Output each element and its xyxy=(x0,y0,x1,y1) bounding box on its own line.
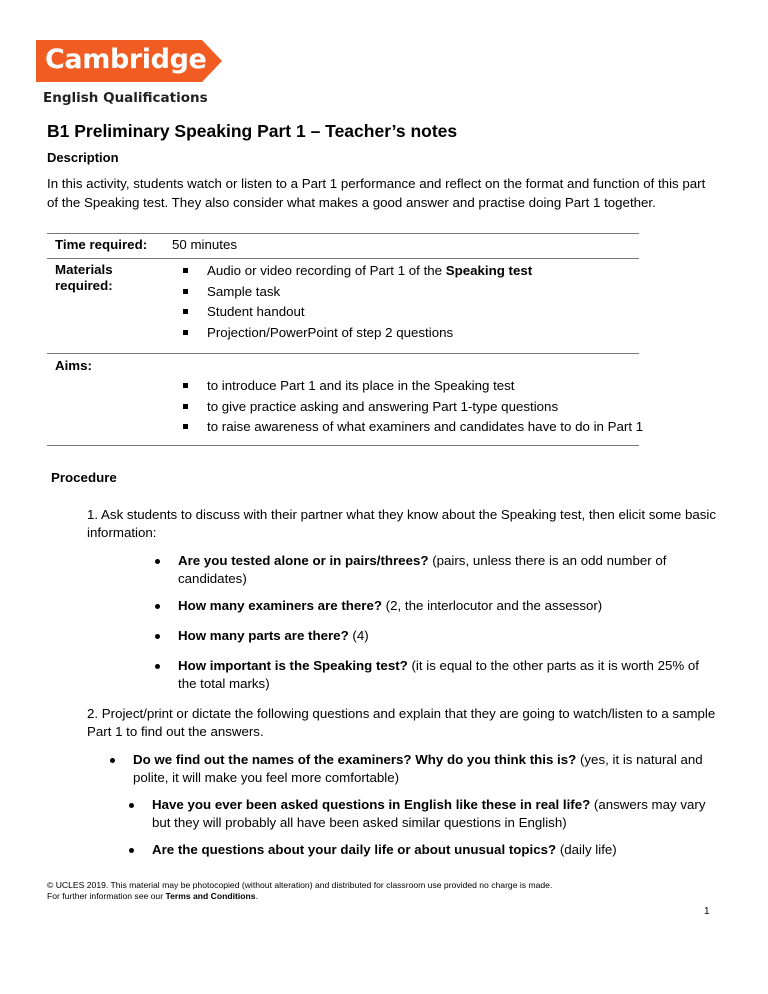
list-item: How many examiners are there? (2, the interlocutor and the assessor) xyxy=(178,597,718,615)
table-rule xyxy=(47,258,639,259)
list-item: How important is the Speaking test? (it is equal to the other parts as it is worth 25% of the total marks) xyxy=(178,657,718,693)
list-item: Projection/PowerPoint of step 2 questions xyxy=(167,323,532,344)
step-1-text: 1. Ask students to discuss with their partner what they know about the Speaking test, then elicit some basic information: xyxy=(87,507,716,540)
terms-link[interactable]: Terms and Conditions xyxy=(165,891,256,901)
footer xyxy=(47,880,552,902)
step-2-text: 2. Project/print or dictate the following questions and explain that they are going to watch/listen to a sample Part 1 to find out the answers. xyxy=(87,706,716,739)
list-item: to introduce Part 1 and its place in the Speaking test xyxy=(167,376,645,397)
list-item: How many parts are there? (4) xyxy=(178,627,718,645)
page-title: B1 Preliminary Speaking Part 1 – Teacher’s notes xyxy=(47,121,458,141)
terms-line: For further information see our Terms and Conditions. xyxy=(47,891,258,901)
copyright-text: © UCLES 2019. This material may be photocopied (without alteration) and distributed for classroom use provided no charge is made. xyxy=(47,880,553,890)
aims-list xyxy=(167,376,645,438)
list-item: to give practice asking and answering Part 1-type questions xyxy=(167,397,645,418)
list-item: to raise awareness of what examiners and candidates have to do in Part 1 xyxy=(167,417,645,438)
page-number: 1 xyxy=(704,906,710,917)
list-item: Sample task xyxy=(167,282,532,303)
table-rule xyxy=(47,233,639,234)
list-item: Are the questions about your daily life or about unusual topics? (daily life) xyxy=(152,841,722,859)
list-item: Audio or video recording of Part 1 of the Speaking test xyxy=(167,261,532,282)
time-value: 50 minutes xyxy=(172,237,238,252)
list-item: Do we find out the names of the examiners? Why do you think this is? (yes, it is natural and polite, it will make you feel more comfortable) xyxy=(133,751,723,787)
time-label: Time required: xyxy=(55,237,148,252)
table-rule xyxy=(47,445,639,446)
list-item: Have you ever been asked questions in English like these in real life? (answers may vary but they will probably all have been asked similar questions in English) xyxy=(152,796,722,832)
description-text: In this activity, students watch or listen to a Part 1 performance and reflect on the format and function of this part of the Speaking test. They also consider what makes a good answer and practise doing Part 1 together. xyxy=(47,176,706,210)
logo-subtitle: English Qualifications xyxy=(43,90,208,106)
logo-wordmark: Cambridge xyxy=(45,44,207,75)
aims-label: Aims: xyxy=(55,358,92,373)
materials-list xyxy=(167,261,532,343)
description-heading: Description xyxy=(47,150,119,165)
list-item: Are you tested alone or in pairs/threes? (pairs, unless there is an odd number of candidates) xyxy=(178,552,718,588)
list-item: Student handout xyxy=(167,302,532,323)
procedure-heading: Procedure xyxy=(51,470,117,485)
materials-label: Materials required: xyxy=(55,262,113,293)
table-rule xyxy=(47,353,639,354)
